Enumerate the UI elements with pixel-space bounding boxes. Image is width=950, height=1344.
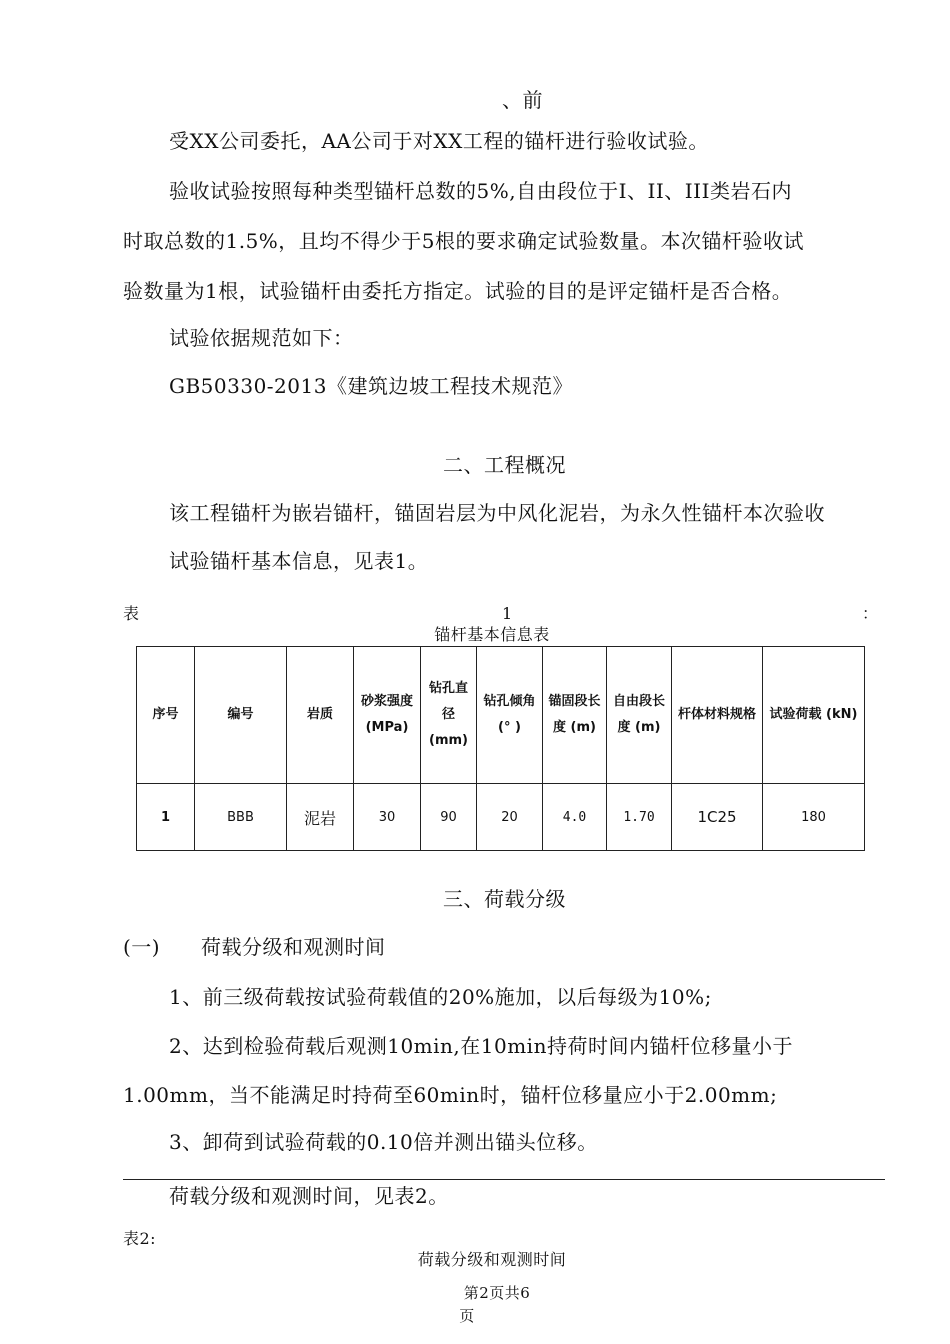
- horizontal-rule: [123, 1179, 885, 1180]
- cell-seq: 1: [137, 784, 195, 851]
- list-item-3: 3、卸荷到试验荷载的0.10倍并测出锚头位移。: [169, 1130, 598, 1154]
- header-cell-free-length: 自由段长度 (m): [607, 647, 672, 784]
- paragraph-commission: 受XX公司委托，AA公司于对XX工程的锚杆进行验收试验。: [169, 129, 709, 153]
- header-cell-seq: 序号: [137, 647, 195, 784]
- header-cell-rod-material: 杆体材料规格: [672, 647, 763, 784]
- cell-hole-inclination: 20: [477, 784, 543, 851]
- page-footer-line2: 页: [459, 1307, 475, 1325]
- paragraph-table2-reference: 荷载分级和观测时间，见表2。: [169, 1184, 449, 1208]
- header-cell-test-load: 试验荷载 (kN): [763, 647, 865, 784]
- anchor-info-table: [136, 646, 865, 851]
- page-footer-line1: 第2页共6: [463, 1284, 531, 1302]
- paragraph-method-line1: 验收试验按照每种类型锚杆总数的5%,自由段位于I、II、III类岩石内: [169, 179, 792, 203]
- table-row: [137, 784, 865, 851]
- table1-label-number: 1: [502, 604, 513, 623]
- list-item-2-line2: 1.00mm，当不能满足时持荷至60min时，锚杆位移量应小于2.00mm;: [123, 1083, 778, 1107]
- cell-hole-diameter: 90: [421, 784, 477, 851]
- table1-label-colon: ：: [862, 604, 879, 623]
- header-cell-hole-diameter: 钻孔直径 (mm): [421, 647, 477, 784]
- section-heading-load-grading: 三、荷载分级: [443, 887, 566, 911]
- header-cell-rock: 岩质: [287, 647, 354, 784]
- table2-label: 表2:: [123, 1229, 157, 1248]
- paragraph-standard: GB50330-2013《建筑边坡工程技术规范》: [169, 374, 573, 398]
- table1-label-prefix: 表: [123, 604, 140, 623]
- table1-title: 锚杆基本信息表: [434, 625, 550, 644]
- section-heading-preface: 、前: [502, 88, 543, 112]
- paragraph-method-line3: 验数量为1根，试验锚杆由委托方指定。试验的目的是评定锚杆是否合格。: [123, 279, 793, 303]
- header-cell-mortar-strength: 砂浆强度 (MPa): [354, 647, 421, 784]
- cell-rock: 泥岩: [287, 784, 354, 851]
- cell-code: BBB: [195, 784, 287, 851]
- cell-free-length: 1.70: [607, 784, 672, 851]
- header-cell-code: 编号: [195, 647, 287, 784]
- paragraph-overview-line2: 试验锚杆基本信息，见表1。: [169, 549, 429, 573]
- list-item-1: 1、前三级荷载按试验荷载值的20%施加，以后每级为10%;: [169, 985, 712, 1009]
- paragraph-basis-intro: 试验依据规范如下：: [169, 326, 354, 350]
- table-header-row: [137, 647, 865, 784]
- cell-mortar-strength: 30: [354, 784, 421, 851]
- header-cell-hole-inclination: 钻孔倾角(° ): [477, 647, 543, 784]
- subsection-title: 荷载分级和观测时间: [201, 935, 386, 959]
- paragraph-overview-line1: 该工程锚杆为嵌岩锚杆，锚固岩层为中风化泥岩，为永久性锚杆本次验收: [169, 501, 825, 525]
- cell-test-load: 180: [763, 784, 865, 851]
- table2-title: 荷载分级和观测时间: [417, 1250, 567, 1269]
- list-item-2-line1: 2、达到检验荷载后观测10min,在10min持荷时间内锚杆位移量小于: [169, 1034, 793, 1058]
- subsection-number: (一): [123, 935, 161, 959]
- cell-anchor-length: 4.0: [543, 784, 607, 851]
- header-cell-anchor-length: 锚固段长度 (m): [543, 647, 607, 784]
- section-heading-overview: 二、工程概况: [443, 453, 566, 477]
- paragraph-method-line2: 时取总数的1.5%，且均不得少于5根的要求确定试验数量。本次锚杆验收试: [123, 229, 805, 253]
- cell-rod-material: 1C25: [672, 784, 763, 851]
